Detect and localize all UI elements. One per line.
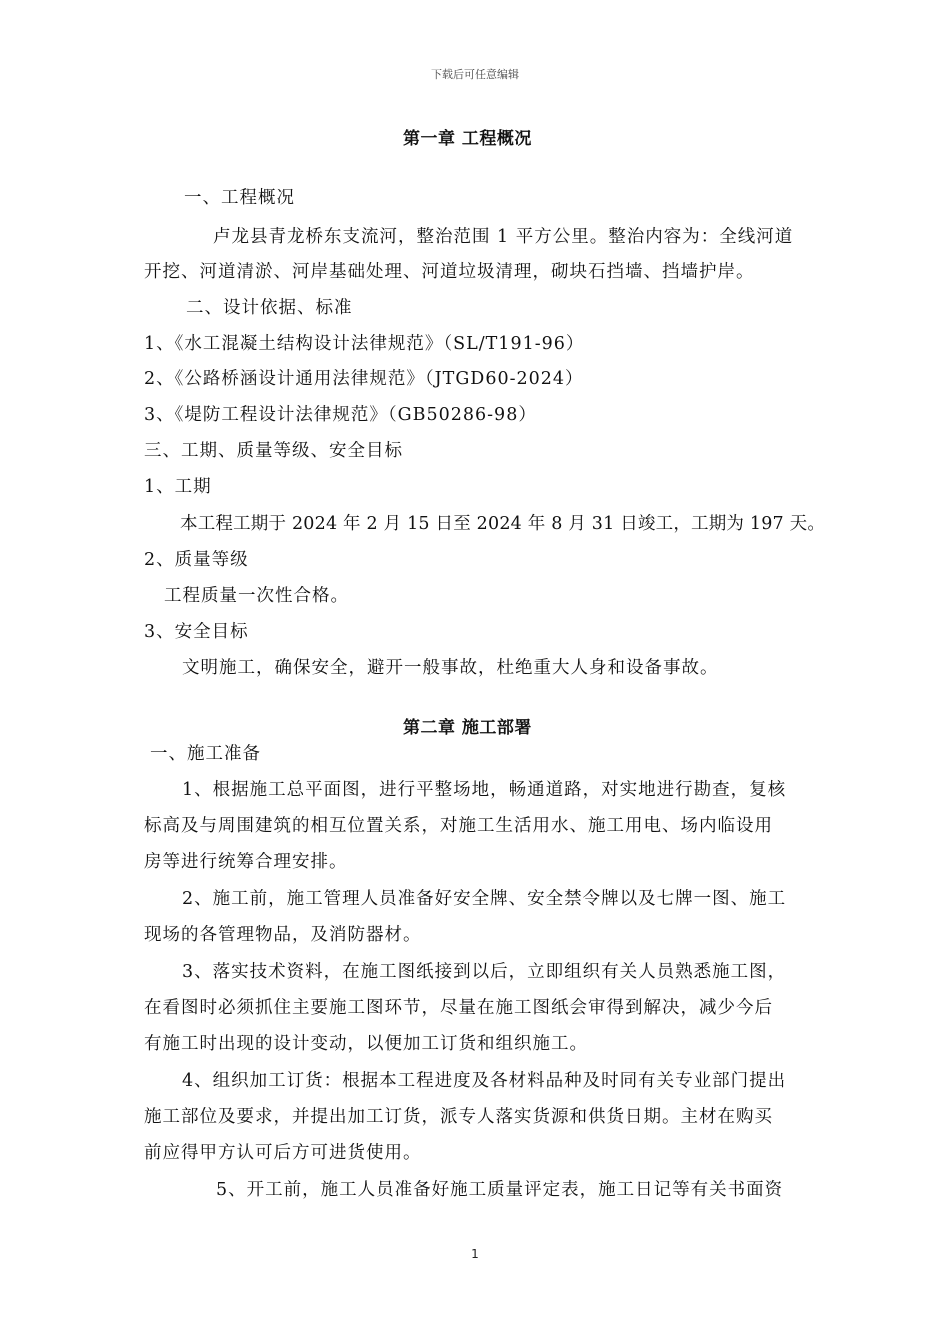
standard-item: 2、《公路桥涵设计通用法律规范》（JTGD60-2024） [144, 369, 584, 389]
paragraph-line: 有施工时出现的设计变动，以便加工订货和组织施工。 [144, 1034, 588, 1054]
paragraph-line: 施工部位及要求，并提出加工订货，派专人落实货源和供货日期。主材在购买 [144, 1107, 773, 1127]
page-number: 1 [471, 1247, 479, 1261]
paragraph-line: 现场的各管理物品，及消防器材。 [144, 925, 422, 945]
paragraph-line: 2、施工前，施工管理人员准备好安全牌、安全禁令牌以及七牌一图、施工 [182, 889, 787, 909]
chapter1-title: 第一章 工程概况 [403, 129, 532, 149]
paragraph-line: 在看图时必须抓住主要施工图环节，尽量在施工图纸会审得到解决，减少今后 [144, 998, 773, 1018]
subheading: 1、工期 [144, 477, 212, 497]
paragraph-line: 房等进行统筹合理安排。 [144, 852, 348, 872]
section-heading: 一、施工准备 [150, 744, 261, 764]
chapter2-title: 第二章 施工部署 [403, 718, 532, 738]
subheading: 2、质量等级 [144, 550, 249, 570]
paragraph-line: 1、根据施工总平面图，进行平整场地，畅通道路，对实地进行勘查，复核 [182, 780, 787, 800]
paragraph-line: 4、组织加工订货：根据本工程进度及各材料品种及时同有关专业部门提出 [182, 1071, 787, 1091]
paragraph-line: 5、开工前，施工人员准备好施工质量评定表，施工日记等有关书面资 [216, 1180, 784, 1200]
paragraph-line: 本工程工期于 2024 年 2 月 15 日至 2024 年 8 月 31 日竣工，工期为 197 天。 [180, 514, 826, 534]
header-note: 下载后可任意编辑 [431, 68, 519, 81]
paragraph-line: 标高及与周围建筑的相互位置关系，对施工生活用水、施工用电、场内临设用 [144, 816, 773, 836]
paragraph-line: 工程质量一次性合格。 [164, 586, 349, 606]
paragraph-line: 3、落实技术资料，在施工图纸接到以后，立即组织有关人员熟悉施工图， [182, 962, 787, 982]
paragraph-line: 卢龙县青龙桥东支流河，整治范围 1 平方公里。整治内容为：全线河道 [213, 227, 794, 247]
section-heading: 一、工程概况 [184, 188, 295, 208]
standard-item: 1、《水工混凝土结构设计法律规范》（SL/T191-96） [144, 334, 585, 354]
paragraph-line: 开挖、河道清淤、河岸基础处理、河道垃圾清理，砌块石挡墙、挡墙护岸。 [144, 262, 755, 282]
section-heading: 二、设计依据、标准 [186, 298, 353, 318]
section-heading: 三、工期、质量等级、安全目标 [144, 441, 403, 461]
standard-item: 3、《堤防工程设计法律规范》（GB50286-98） [144, 405, 537, 425]
paragraph-line: 前应得甲方认可后方可进货使用。 [144, 1143, 422, 1163]
subheading: 3、安全目标 [144, 622, 249, 642]
paragraph-line: 文明施工，确保安全，避开一般事故，杜绝重大人身和设备事故。 [182, 658, 719, 678]
